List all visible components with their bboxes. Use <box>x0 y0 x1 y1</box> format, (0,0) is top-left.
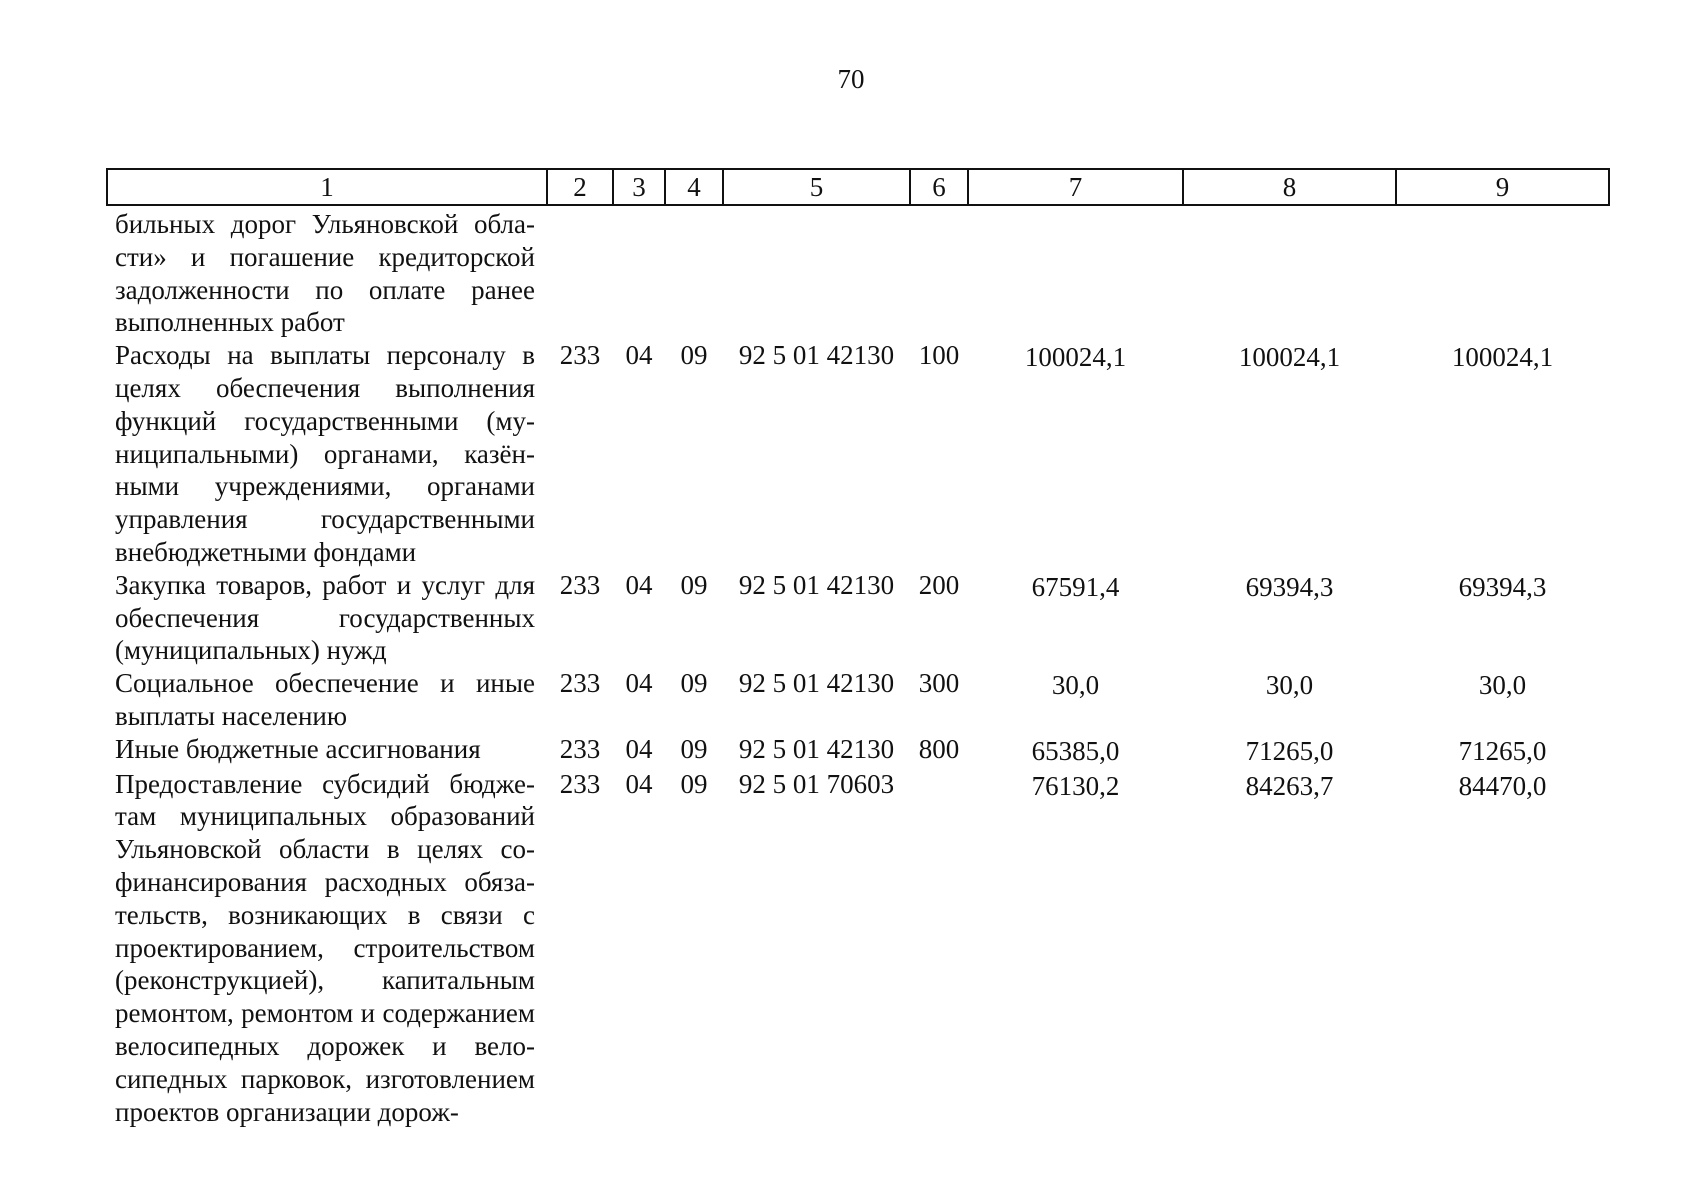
row-amount-col8: 71265,0 <box>1245 735 1334 766</box>
row-expense-type: 800 <box>918 733 960 764</box>
row-target-article: 92 5 01 42130 <box>738 668 895 699</box>
page-number: 70 <box>837 64 865 94</box>
row-description: Социальное обеспечение и иные выплаты населению <box>115 668 535 731</box>
row-description: Расходы на выплаты персоналу в целях обеспечения выполнения функций государственными (муниципальными) органами, казёнными учреждениями, органами управления государственными внебюджетными фондами <box>115 340 535 567</box>
column-header-3: 3 <box>613 169 665 205</box>
row-amount-col7: 65385,0 <box>1031 735 1120 766</box>
row-ministry-code: 233 <box>559 668 601 699</box>
row-subsection-code: 09 <box>680 340 708 371</box>
table-row <box>107 667 1609 733</box>
column-header-2: 2 <box>547 169 613 205</box>
row-amount-col8 <box>1183 205 1396 339</box>
row-expense-type: 100 <box>918 340 960 371</box>
row-target-article: 92 5 01 70603 <box>738 768 895 799</box>
row-subsection-code: 09 <box>680 733 708 764</box>
row-target-article: 92 5 01 42130 <box>738 733 895 764</box>
row-subsection-code: 09 <box>680 569 708 600</box>
row-ministry-code <box>547 205 613 339</box>
row-amount-col7 <box>968 205 1183 339</box>
row-section-code: 04 <box>625 569 653 600</box>
row-amount-col8: 84263,7 <box>1245 770 1334 801</box>
row-description: Закупка товаров, работ и услуг для обеспечения государственных (муниципальных) нужд <box>115 569 535 666</box>
row-amount-col7: 76130,2 <box>1031 770 1120 801</box>
row-ministry-code: 233 <box>559 768 601 799</box>
table-row <box>107 733 1609 768</box>
column-header-5: 5 <box>723 169 910 205</box>
row-expense-type: 200 <box>918 569 960 600</box>
row-amount-col8: 69394,3 <box>1245 571 1334 602</box>
table-row <box>107 569 1609 667</box>
column-header-9: 9 <box>1396 169 1609 205</box>
row-section-code: 04 <box>625 340 653 371</box>
column-header-1: 1 <box>107 169 547 205</box>
row-expense-type <box>910 205 968 339</box>
budget-table <box>106 168 1610 1128</box>
row-amount-col9: 71265,0 <box>1458 735 1547 766</box>
row-subsection-code: 09 <box>680 668 708 699</box>
row-expense-type <box>910 768 968 1129</box>
row-amount-col7: 30,0 <box>1051 670 1100 701</box>
column-header-4: 4 <box>665 169 723 205</box>
row-amount-col9: 100024,1 <box>1451 342 1554 373</box>
row-subsection-code: 09 <box>680 768 708 799</box>
row-target-article <box>723 205 910 339</box>
row-amount-col7: 100024,1 <box>1024 342 1127 373</box>
row-amount-col9: 30,0 <box>1478 670 1527 701</box>
column-header-8: 8 <box>1183 169 1396 205</box>
row-ministry-code: 233 <box>559 340 601 371</box>
row-amount-col8: 30,0 <box>1265 670 1314 701</box>
row-description: Иные бюджетные ассигнования <box>115 733 481 764</box>
row-section-code: 04 <box>625 733 653 764</box>
column-header-7: 7 <box>968 169 1183 205</box>
table-row <box>107 205 1609 339</box>
row-target-article: 92 5 01 42130 <box>738 340 895 371</box>
row-amount-col8: 100024,1 <box>1238 342 1341 373</box>
row-amount-col7: 67591,4 <box>1031 571 1120 602</box>
column-header-6: 6 <box>910 169 968 205</box>
row-expense-type: 300 <box>918 668 960 699</box>
table-row <box>107 768 1609 1129</box>
column-number-header-row <box>107 169 1609 205</box>
row-section-code: 04 <box>625 768 653 799</box>
row-description: бильных дорог Ульяновской области» и погашение кредиторской задолженности по оплате ранее выполненных работ <box>115 209 535 338</box>
row-ministry-code: 233 <box>559 569 601 600</box>
row-amount-col9 <box>1396 205 1609 339</box>
row-target-article: 92 5 01 42130 <box>738 569 895 600</box>
row-section-code: 04 <box>625 668 653 699</box>
row-description: Предоставление субсидий бюджетам муниципальных образований Ульяновской области в целях софинансирования расходных обязательств, возникающих в связи с проектированием, строительством (реконструкцией), капитальным ремонтом, ремонтом и содержанием велосипедных дорожек и велосипедных парковок, изготовлением проектов организации дорож- <box>115 768 535 1127</box>
row-section-code <box>613 205 665 339</box>
row-subsection-code <box>665 205 723 339</box>
row-amount-col9: 84470,0 <box>1458 770 1547 801</box>
row-amount-col9: 69394,3 <box>1458 571 1547 602</box>
row-ministry-code: 233 <box>559 733 601 764</box>
table-row <box>107 339 1609 569</box>
